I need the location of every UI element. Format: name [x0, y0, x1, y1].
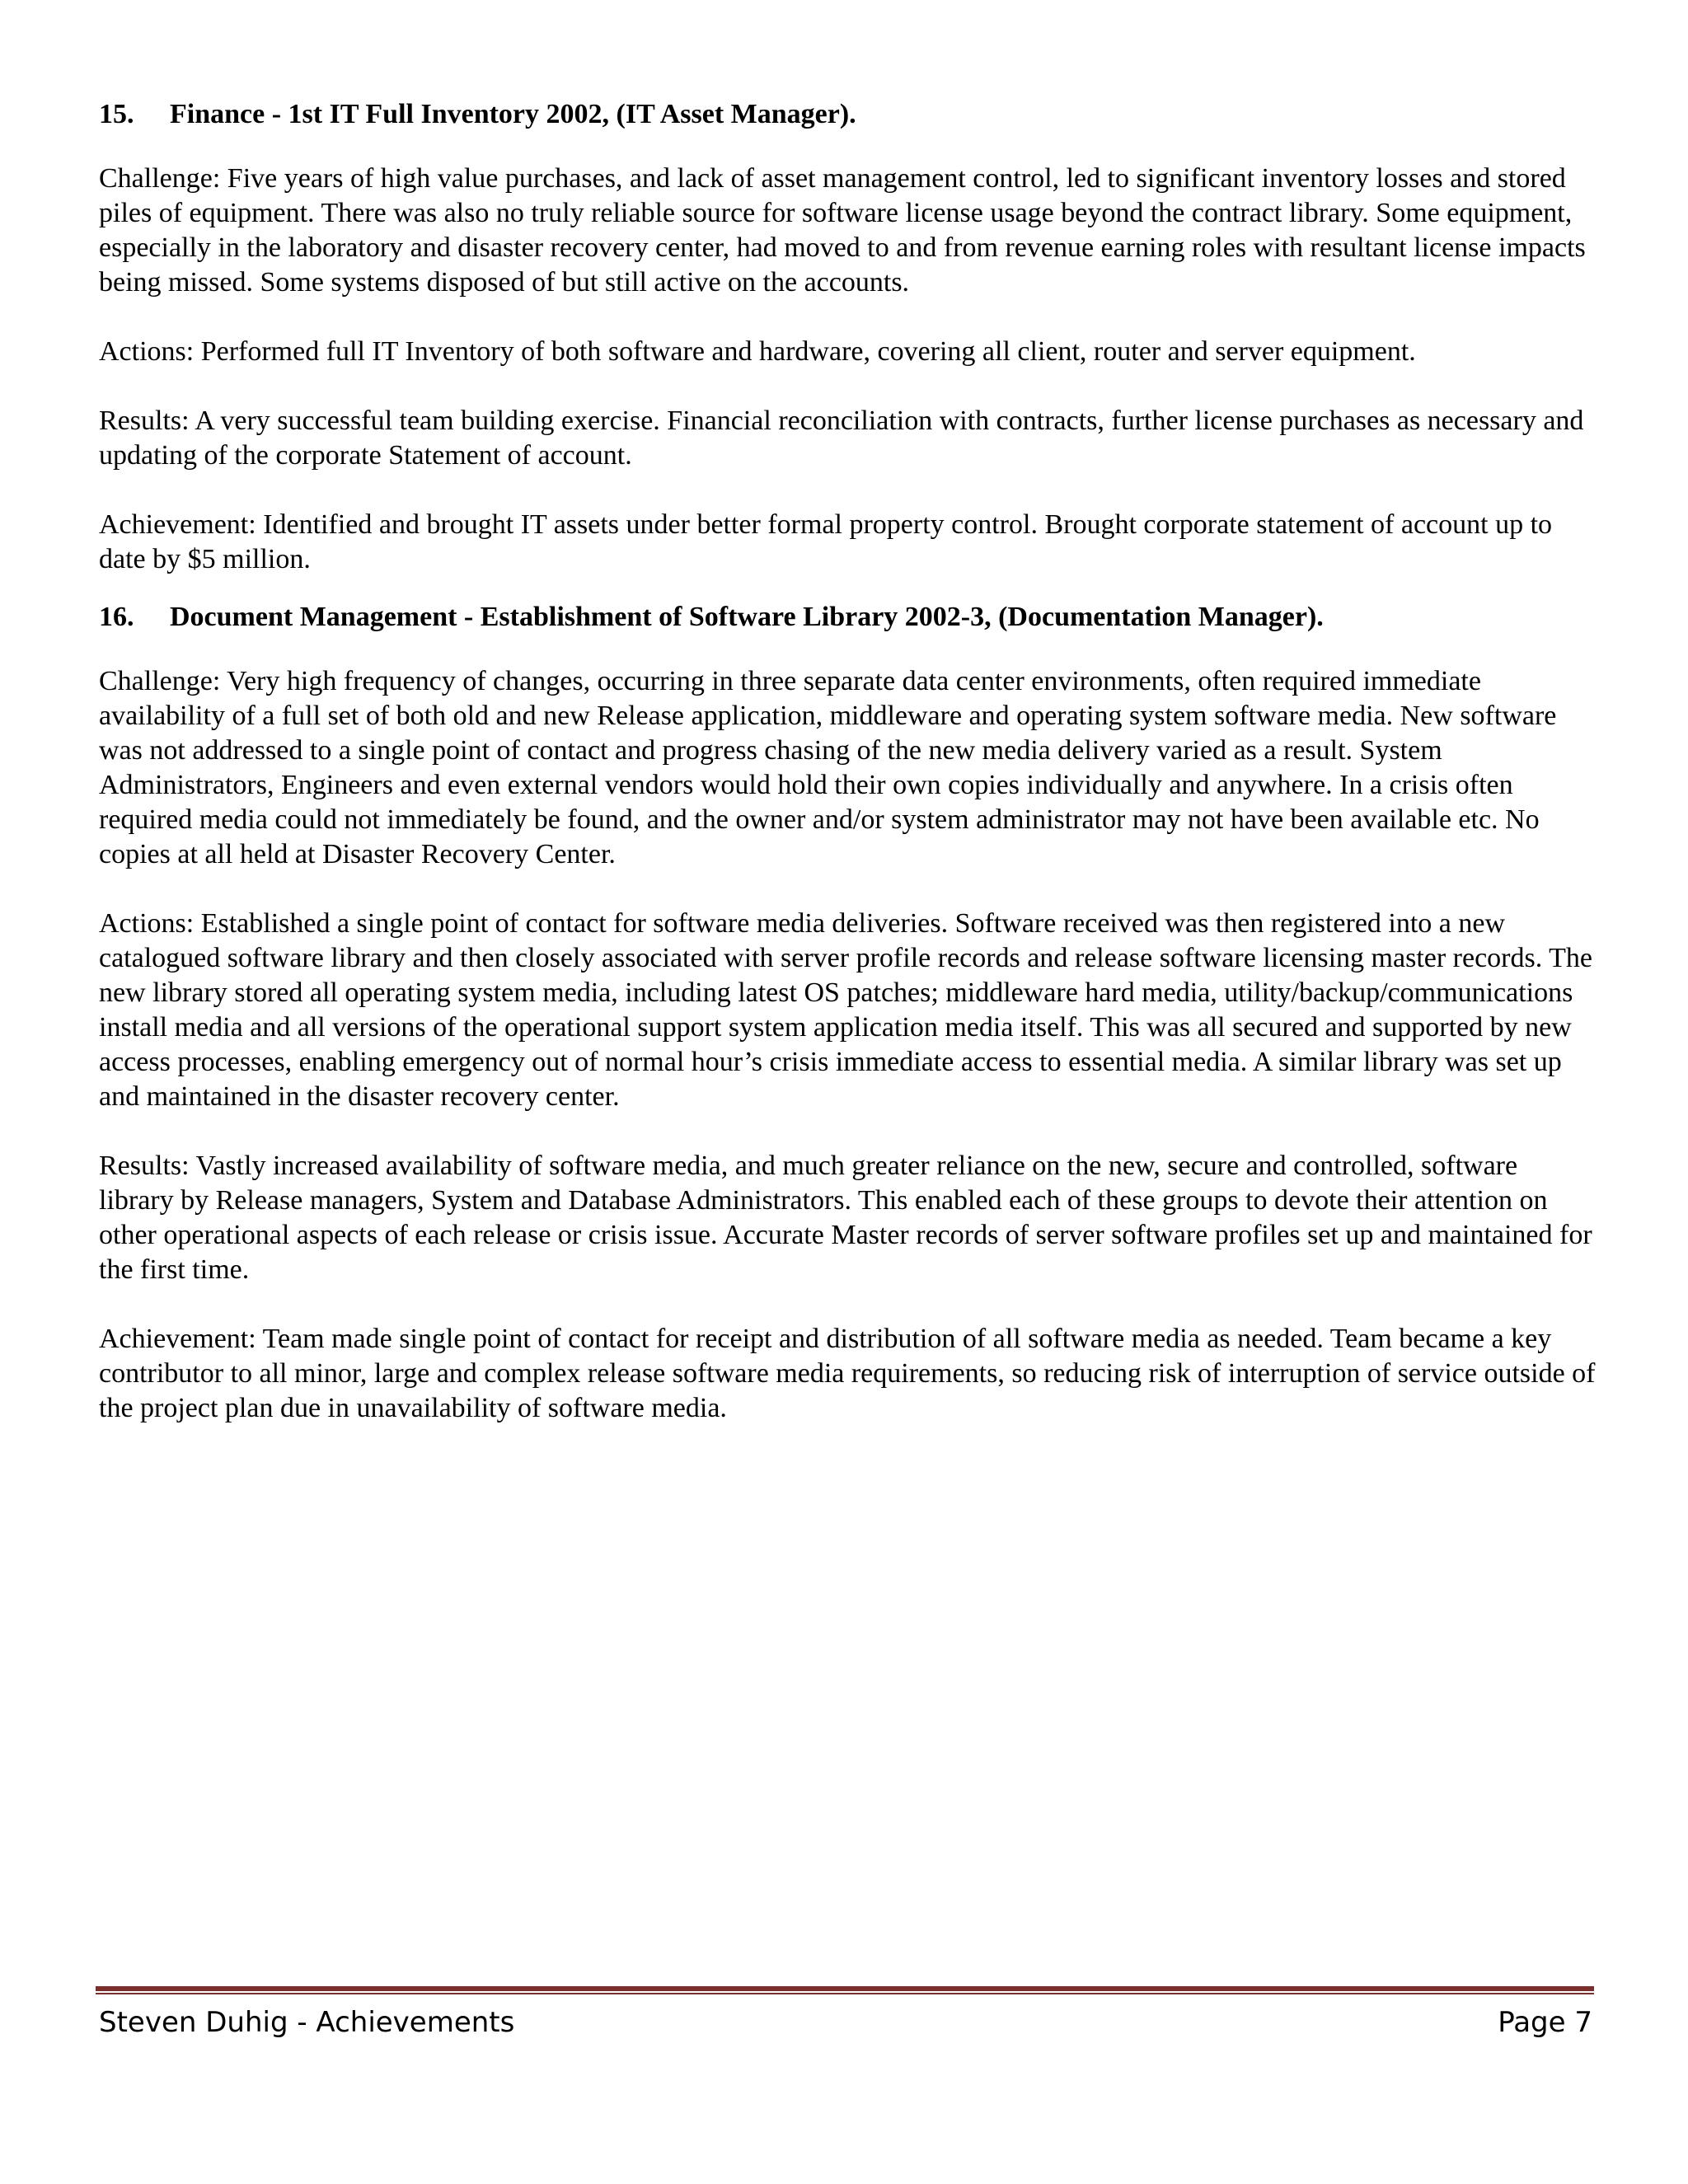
section-16-achievement: Achievement: Team made single point of contact for receipt and distribution of all software media as needed. Team became a key contributor to all minor, large and complex release software media requirements, so reducing risk of interruption of service outside of the project plan due in unavailability of software media. [99, 1324, 1596, 1423]
page-footer [99, 2004, 1592, 2041]
section-16-number: 16. [99, 602, 134, 632]
footer-divider-thin [96, 1993, 1594, 1994]
section-15-heading [99, 97, 1599, 132]
section-15-actions: Actions: Performed full IT Inventory of both software and hardware, covering all client, router and server equipment. [99, 336, 1416, 367]
section-16-heading [99, 600, 1599, 635]
page-content [99, 97, 1599, 1460]
section-15-achievement: Achievement: Identified and brought IT assets under better formal property control. Brought corporate statement of account up to date by $5 million. [99, 509, 1553, 574]
section-15-title: Finance - 1st IT Full Inventory 2002, (IT Asset Manager). [170, 99, 856, 129]
section-16-actions: Actions: Established a single point of contact for software media deliveries. Software received was then registered into a new catalogued software library and then closely associated with server profile records and release software licensing master records. The new library stored all operating system media, including latest OS patches; middleware hard media, utility/backup/communications install media and all versions of the operational support system application media itself. This was all secured and supported by new access processes, enabling emergency out of normal hour’s crisis immediate access to essential media. A similar library was set up and maintained in the disaster recovery center. [99, 908, 1592, 1112]
section-16-results: Results: Vastly increased availability of software media, and much greater reliance on the new, secure and controlled, software library by Release managers, System and Database Administrators. This enabled each of these groups to devote their attention on other operational aspects of each release or crisis issue. Accurate Master records of server software profiles set up and maintained for the first time. [99, 1151, 1592, 1285]
footer-page-number: Page 7 [1498, 2006, 1592, 2039]
footer-author-title: Steven Duhig - Achievements [99, 2006, 515, 2039]
section-16-title: Document Management - Establishment of Software Library 2002-3, (Documentation Manager). [170, 602, 1324, 632]
section-15-results: Results: A very successful team building exercise. Financial reconciliation with contracts, further license purchases as necessary and updating of the corporate Statement of account. [99, 405, 1584, 471]
footer-divider [96, 1986, 1594, 1994]
section-15-number: 15. [99, 99, 134, 129]
section-15-challenge: Challenge: Five years of high value purchases, and lack of asset management control, led to significant inventory losses and stored piles of equipment. There was also no truly reliable source for software license usage beyond the contract library. Some equipment, especially in the laboratory and disaster recovery center, had moved to and from revenue earning roles with resultant license impacts being missed. Some systems disposed of but still active on the accounts. [99, 163, 1586, 298]
section-16-challenge: Challenge: Very high frequency of changes, occurring in three separate data center environments, often required immediate availability of a full set of both old and new Release application, middleware and operating system software media. New software was not addressed to a single point of contact and progress chasing of the new media delivery varied as a result. System Administrators, Engineers and even external vendors would hold their own copies individually and anywhere. In a crisis often required media could not immediately be found, and the owner and/or system administrator may not have been available etc. No copies at all held at Disaster Recovery Center. [99, 666, 1557, 869]
